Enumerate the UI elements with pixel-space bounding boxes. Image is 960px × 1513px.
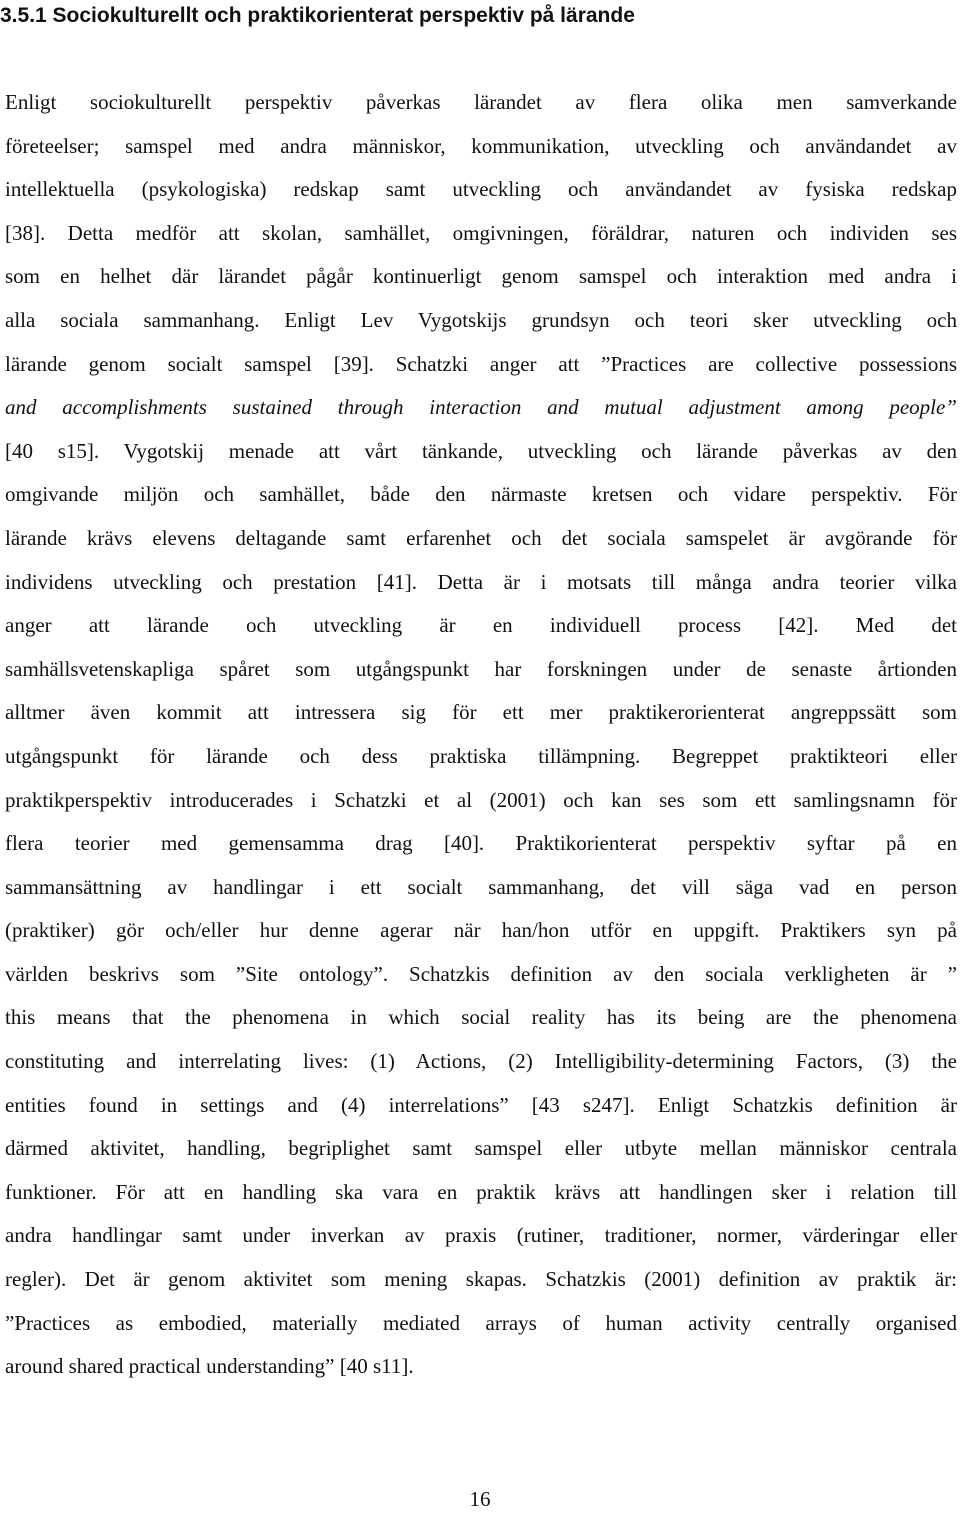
text-line: världen beskrivs som ”Site ontology”. Schatzkis definition av den sociala verkligheten är ” (5, 961, 957, 986)
body-paragraph (5, 81, 957, 1389)
text-line: andra handlingar samt under inverkan av praxis (rutiner, traditioner, normer, värderingar eller (5, 1223, 957, 1248)
text-line: anger att lärande och utveckling är en individuell process [42]. Med det (5, 613, 957, 638)
text-line: flera teorier med gemensamma drag [40]. Praktikorienterat perspektiv syftar på en (5, 831, 957, 856)
text-line: sammansättning av handlingar i ett socialt sammanhang, det vill säga vad en person (5, 874, 957, 899)
text-line: funktioner. För att en handling ska vara en praktik krävs att handlingen sker i relation till (5, 1179, 957, 1204)
text-line: lärande krävs elevens deltagande samt erfarenhet och det sociala samspelet är avgörande för (5, 525, 957, 550)
text-line: individens utveckling och prestation [41]. Detta är i motsats till många andra teorier vilka (5, 569, 957, 594)
text-line: omgivande miljön och samhället, både den närmaste kretsen och vidare perspektiv. För (5, 482, 957, 507)
text-line: företeelser; samspel med andra människor, kommunikation, utveckling och användandet av (5, 133, 957, 158)
text-line: lärande genom socialt samspel [39]. Schatzki anger att ”Practices are collective possessions (5, 351, 957, 376)
text-line: regler). Det är genom aktivitet som mening skapas. Schatzkis (2001) definition av praktik är: (5, 1267, 957, 1292)
text-line: som en helhet där lärandet pågår kontinuerligt genom samspel och interaktion med andra i (5, 264, 957, 289)
page-number: 16 (469, 1487, 491, 1511)
text-line: [40 s15]. Vygotskij menade att vårt tänkande, utveckling och lärande påverkas av den (5, 438, 957, 463)
text-line: ”Practices as embodied, materially mediated arrays of human activity centrally organised (5, 1310, 957, 1335)
text-line: (praktiker) gör och/eller hur denne agerar när han/hon utför en uppgift. Praktikers syn på (5, 918, 957, 943)
text-line: utgångspunkt för lärande och dess praktiska tillämpning. Begreppet praktikteori eller (5, 743, 957, 768)
text-line: samhällsvetenskapliga spåret som utgångspunkt har forskningen under de senaste årtionden (5, 656, 957, 681)
text-line: around shared practical understanding” [40 s11]. (5, 1354, 414, 1379)
text-line: alla sociala sammanhang. Enligt Lev Vygotskijs grundsyn och teori sker utveckling och (5, 307, 957, 332)
text-line: intellektuella (psykologiska) redskap samt utveckling och användandet av fysiska redskap (5, 177, 957, 202)
text-line: this means that the phenomena in which social reality has its being are the phenomena (5, 1005, 957, 1030)
text-line: därmed aktivitet, handling, begriplighet samt samspel eller utbyte mellan människor centrala (5, 1136, 957, 1161)
text-line: [38]. Detta medför att skolan, samhället, omgivningen, föräldrar, naturen och individen ses (5, 220, 957, 245)
text-line: praktikperspektiv introducerades i Schatzki et al (2001) och kan ses som ett samlingsnamn för (5, 787, 957, 812)
text-line: constituting and interrelating lives: (1) Actions, (2) Intelligibility-determining Factors, (3) the (5, 1049, 957, 1074)
section-heading: 3.5.1 Sociokulturellt och praktikorienterat perspektiv på lärande (0, 4, 635, 27)
text-line: alltmer även kommit att intressera sig för ett mer praktikerorienterat angreppssätt som (5, 700, 957, 725)
quote-line: and accomplishments sustained through interaction and mutual adjustment among people” (5, 395, 957, 420)
text-line: entities found in settings and (4) interrelations” [43 s247]. Enligt Schatzkis definition är (5, 1092, 957, 1117)
text-line: Enligt sociokulturellt perspektiv påverkas lärandet av flera olika men samverkande (5, 90, 957, 114)
